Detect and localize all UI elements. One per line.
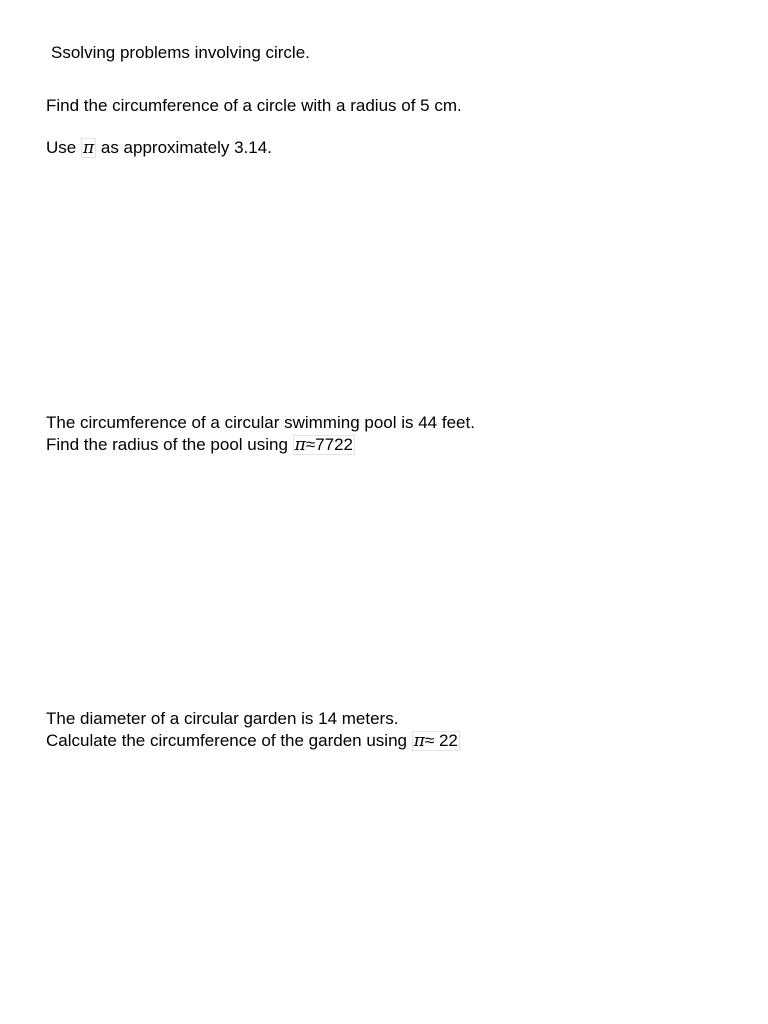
problem-3-question — [46, 730, 460, 752]
problem-3-text: The diameter of a circular garden is 14 meters. — [46, 709, 399, 728]
pi-approximation-value: ≈7722 — [305, 435, 354, 454]
problem-1-pi-suffix: as approximately 3.14. — [96, 138, 272, 157]
problem-1-pi-note — [46, 137, 272, 159]
pi-approximation-box — [412, 731, 460, 751]
page-title: Ssolving problems involving circle. — [51, 43, 310, 62]
problem-1-text: Find the circumference of a circle with a radius of 5 cm. — [46, 96, 462, 115]
problem-2-text: The circumference of a circular swimming pool is 44 feet. — [46, 413, 475, 432]
pi-approximation-value: ≈ 22 — [424, 731, 458, 750]
problem-3-prefix: Calculate the circumference of the garden using — [46, 731, 412, 750]
problem-2-question — [46, 434, 355, 456]
pi-symbol: π — [413, 731, 425, 751]
pi-approximation-box — [293, 435, 355, 455]
problem-1-pi-prefix: Use — [46, 138, 81, 157]
pi-symbol: π — [294, 435, 306, 455]
pi-symbol-box: π — [82, 138, 95, 158]
problem-2-prefix: Find the radius of the pool using — [46, 435, 293, 454]
